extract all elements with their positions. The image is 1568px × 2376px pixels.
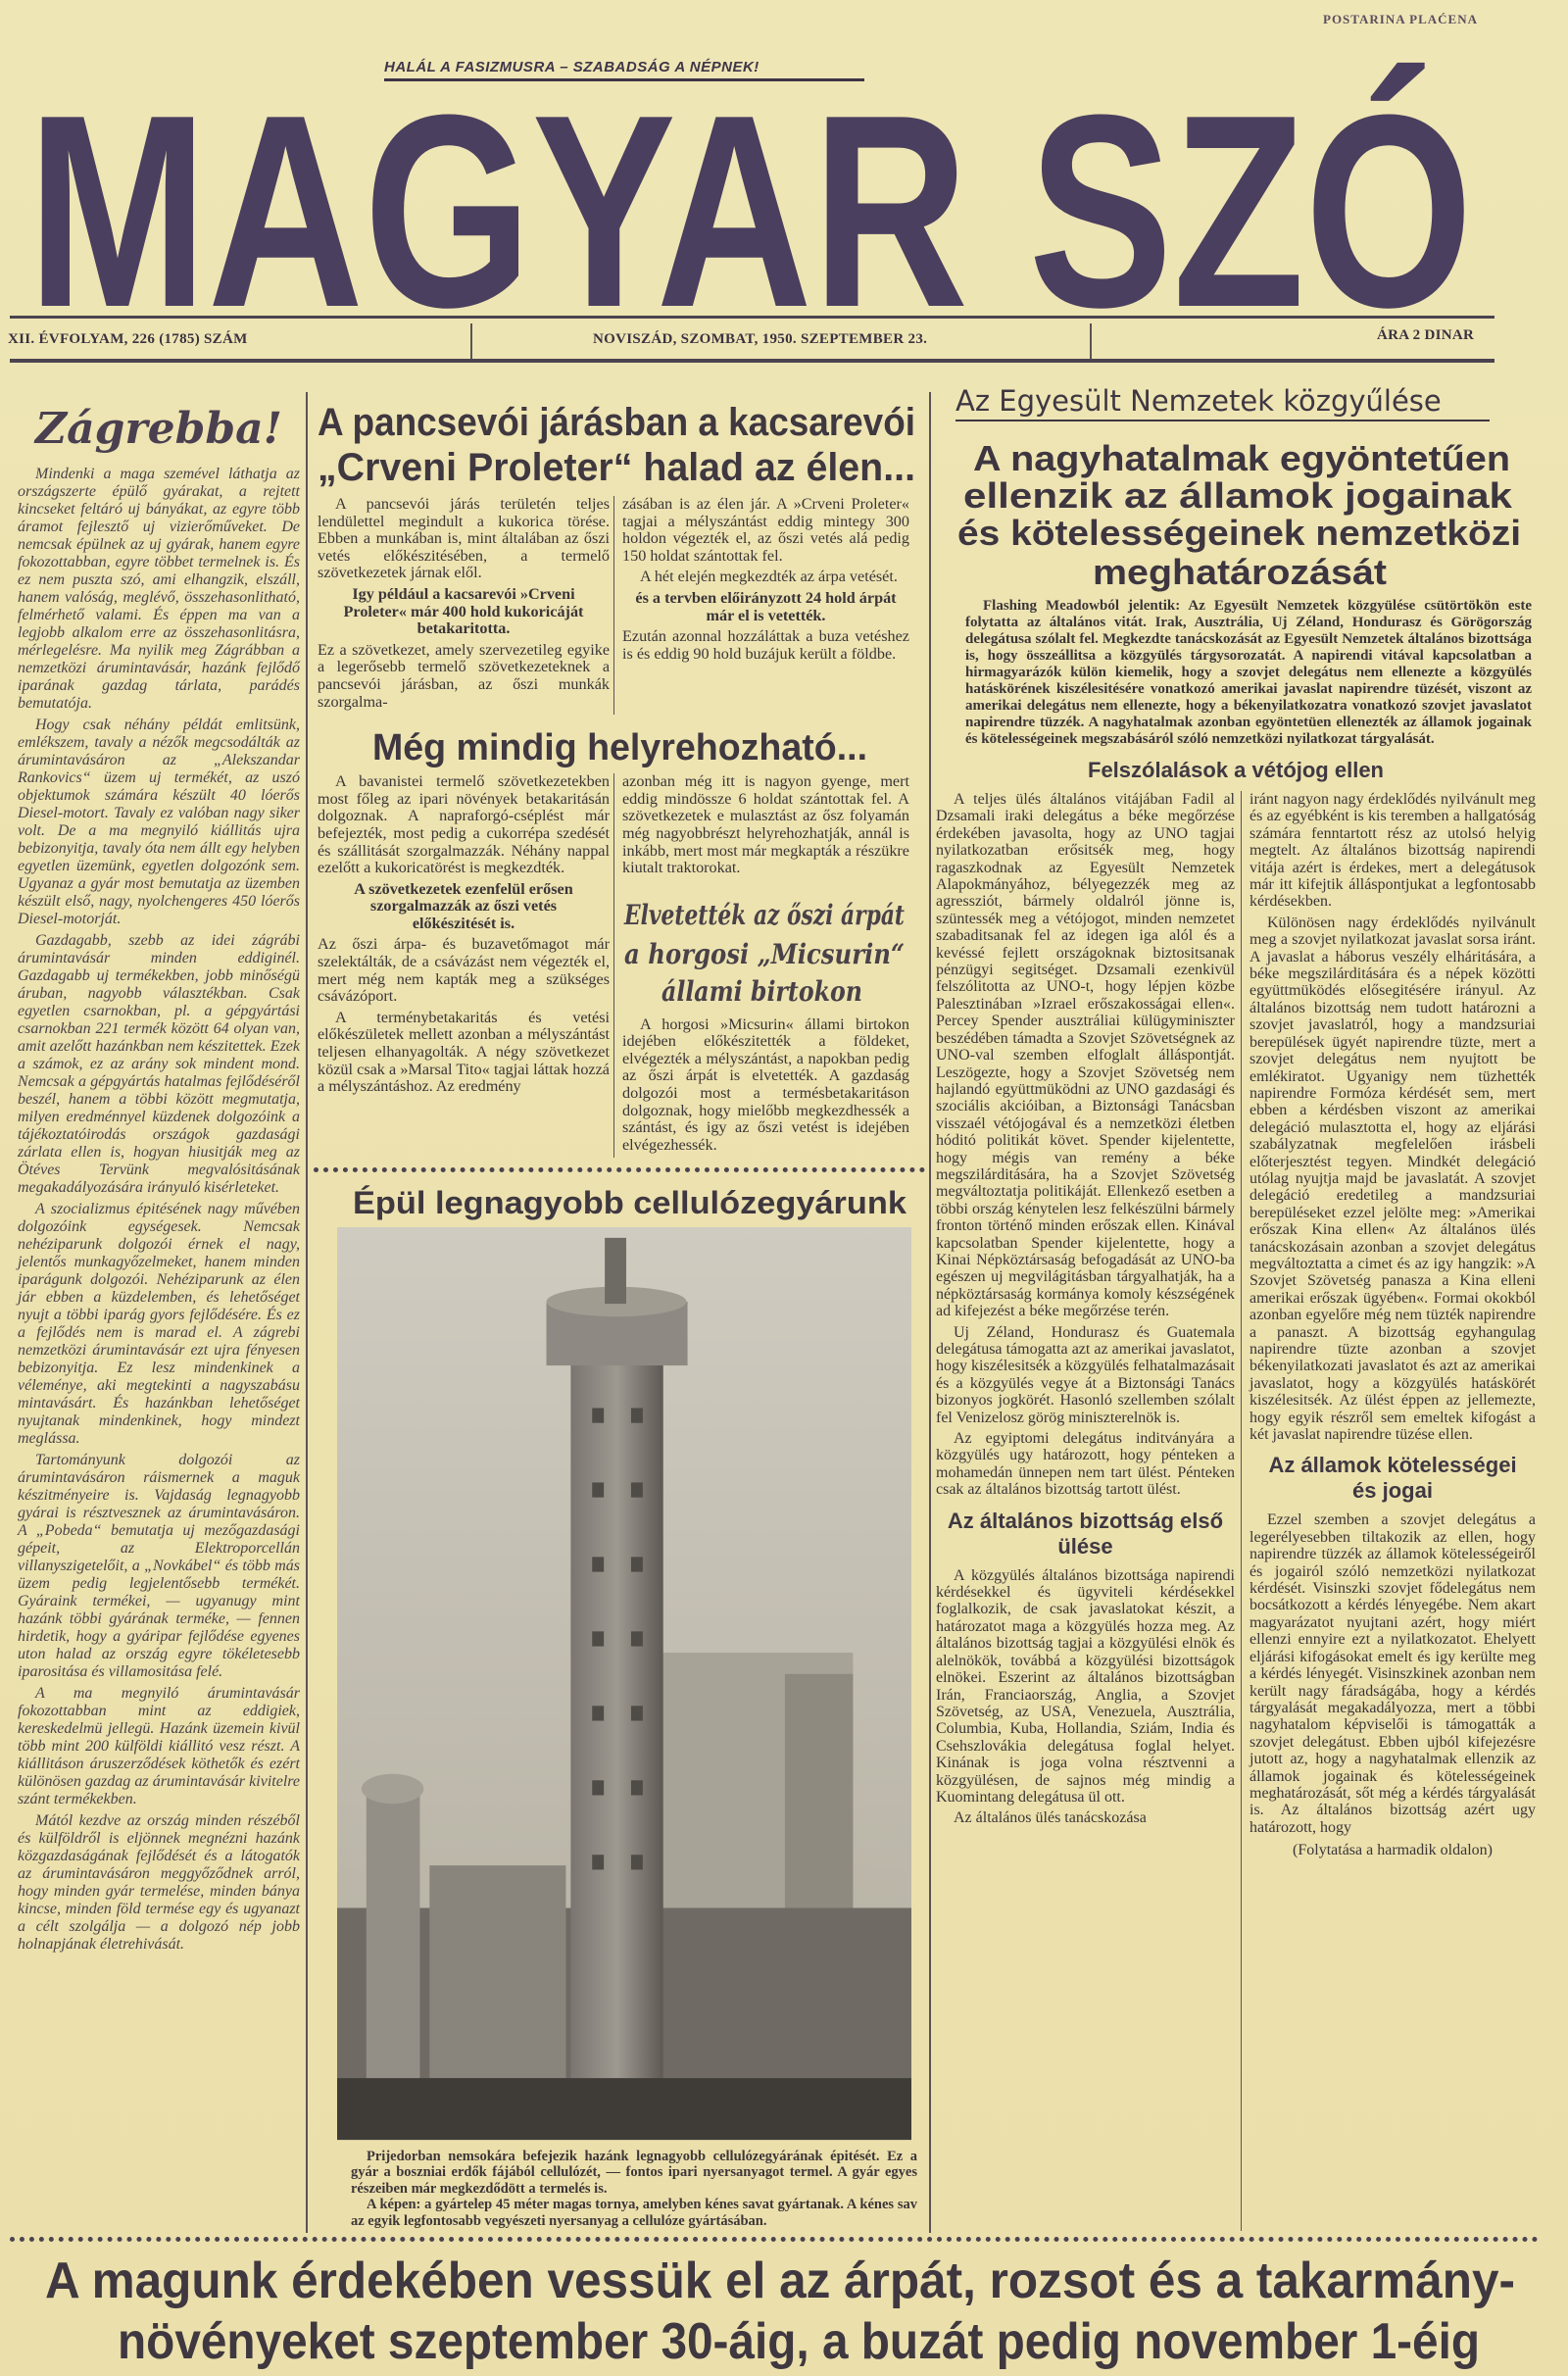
masthead-rule-top <box>10 316 1494 319</box>
headline-line: és kötelességeinek nemzetközi <box>957 513 1521 553</box>
article1-headline <box>314 396 921 489</box>
article-paragraph: A bavanistei termelő szövetkezetekben most főleg az ipari növények betakaritásán dolgoznak. A napraforgó-cséplést már befejezték, most pedig a cukorrépa szedését és szállitását szorgalmazzák. Néhány nappal ezelőtt a kukoricatörést is megkezdték. <box>318 772 610 877</box>
headline-line: meghatározását <box>1093 552 1387 592</box>
article-paragraph: Uj Zéland, Hondurasz és Guatemala delegátusa támogatta azt az amerikai javaslatot, hogy kiszélesitsék a közgyülés felhatalmazásait és a közgyülés vegye át a Biztonsági Tanács bizonyos jogkörét. Hasonló szellemben szólalt fel Venizelosz görög miniszterelnök is. <box>936 1323 1235 1426</box>
article-paragraph: A közgyülés általános bizottsága napirendi kérdésekkel és ügyviteli kérdésekkel foglalkozik, de csak javaslatokat készit, a határozatot maga a közgyülés hozza meg. Az általános bizottság tagjai a közgyülési elnök és alelnökök, továbbá a közgyülési bizottságok elnökei. Eszerint az általános bizottságban Irán, Franciaország, Anglia, a Szovjet Szövetség, az USA, Venezuela, Ausztrália, Columbia, Kuba, Hollandia, Sziám, India és Csehszlovákia delegátusa foglal helyet. Kinának is joga volna résztvenni a közgyülésen, de sajnos még mindig a Kuomintang delegátusa ül ott. <box>936 1566 1235 1806</box>
article-paragraph: azonban még itt is nagyon gyenge, mert eddig mindössze 6 holdat szántottak fel. A szövetkezetek e mulasztást az ősz folyamán még nagyobbrészt helyrehozhatják, annál is inkább, mert most már megkapták a részükre kiutalt traktorokat. <box>622 772 909 877</box>
article-paragraph: Az egyiptomi delegátus inditványára a közgyülés ugy határozott, hogy pénteken a mohamedán ünnepen nem tart ülést. Pénteken csak az általános bizottság tartott ülést. <box>936 1430 1235 1499</box>
column-rule <box>306 392 308 2233</box>
newspaper-name: MAGYAR SZÓ <box>27 59 1473 365</box>
caption-paragraph: Prijedorban nemsokára befejezik hazánk legnagyobb cellulózegyárának épitését. Ez a gyár a boszniai erdők fájából cellulózét, — fontos ipari nyersanyagot termel. A gyár egyes részeiben már megkezdődött a termelés is. <box>351 2148 917 2197</box>
article-paragraph: A terménybetakaritás és vetési előkészületek mellett azonban a mélyszántást teljesen elhanyagolták. A négy szövetkezet közül csak a »Marsal Tito« tagjai láttak hozzá a mélyszántáshoz. Az eredmény <box>318 1008 610 1096</box>
masthead-rule-bottom <box>10 359 1494 363</box>
dateline: NOVISZÁD, SZOMBAT, 1950. SZEPTEMBER 23. <box>593 331 928 347</box>
banner-line: A magunk érdekében vessük el az árpát, rozsot és a takarmány- <box>45 2252 1515 2309</box>
article-paragraph: iránt nagyon nagy érdeklődés nyilvánult meg és az egyébként is kis teremben a hallgatóság számára fenntartott rész az utolsó helyig megtelt. Az általános bizottság napirendi vitája azért is érdekes, mert a delegátusok már itt kifejtik álláspontjukat a legfontosabb kérdésekben. <box>1250 791 1536 911</box>
article-paragraph: A horgosi »Micsurin« állami birtokon idejében előkészitették a földeket, elvégezték a mélyszántást, a napokban pedig az őszi árpát is elvetették. A gazdaság dolgozói most a termésbetakaritáson dolgoznak, hogy mielőbb megkezdhessék a szántást, és igy az őszi vetést is idejében elvégezhessék. <box>622 1015 909 1154</box>
subhead-states-duties <box>1250 1453 1536 1504</box>
subhead-veto: Felszólalások a vétójog ellen <box>1088 758 1384 782</box>
section-rule <box>314 1167 925 1172</box>
headline-line: ellenzik az államok jogainak <box>963 475 1514 516</box>
article-paragraph: A teljes ülés általános vitájában Fadil al Dzsamali iraki delegátus a béke megőrzése érdekében javasolta, hogy az UNO tagjai nyilatkozatban erősitsék meg, hogy ragaszkodnak az Egyesült Nemzetek Alapokmányához, bélyegezzék meg az agressziót, bármely oldalról jönne is, szüntessék meg a vétójogot, minden nemzetet szabaditsanak fel az idegen iga alól és a kevéssé fejlett országoknak biztositsanak pénzügyi segitséget. Dzsamali ezenkivül felszólitotta az UNO-t, hogy lépjen közbe Palesztinában »Izrael erőszakosságai ellen«. Percey Spender ausztráliai külügyminiszter beszédében támadta a Szovjet Szövetségnek az UNO-val szemben elfoglalt álláspontját. Leszögezte, hogy a Szovjet Szövetség nem hajlandó együttmüködni az UNO gazdasági és szociális akcióiban, a Biztonsági Tanácsban visszaél vétójogával és a nemzetközi életben hóditó politikát követ. Spender kijelentette, hogy mégis van remény a béke megszilárditására, ha a Szovjet Szövetség megváltoztatja politikáját. Ellenkező esetben a többi ország kénytelen lesz felkészülni bármely fronton történő minden erőszak ellen. Kinával kapcsolatban Spender kijelentette, hogy a Kinai Népköztársaság befogadását az UNO-ba egészen uj megvilágitásban tárgyalhatják, ha a népköztársaság kormánya komoly készségének ad kifejezést a béke megőrzése terén. <box>936 791 1235 1320</box>
article-paragraph: Ezzel szemben a szovjet delegátus a legerélyesebben tiltakozik az ellen, hogy napirendre tüzzék az államok kötelességeiről és jogairól szóló nemzetközi nyilatkozat kérdését. Visinszki szovjet fődelegátus nem bocsátkozott a kérdés lényegébe. Nem akart magyarázatot nyujtani azért, hogy miért ellenzi ennyire ezt a nyilatkozatot. Ehelyett eljárási kifogásokat emelt és igy kerülte meg a kérdés lényegét. Visinszkinek azonban nem került nagy fáradságába, hogy a kérdés tárgyalását megakadályozza, mert a többi nagyhatalom képviselői is támogatták a szovjet delegátust. Ebben ujból kifejezésre jutott az, hogy a nagyhatalmak ellenzik az államok jogainak és kötelességeinek meghatározását, sőt még a kérdés tárgyalását is. Az általános bizottság azért ugy határozott, hogy <box>1250 1511 1536 1836</box>
article3-headline <box>622 893 906 1009</box>
article1-body <box>314 496 925 715</box>
article-paragraph: Az általános ülés tanácskozása <box>954 1809 1147 1827</box>
editorial-paragraph: A ma megnyiló árumintavásár fokozottabban mint az eddigiek, kereskedelmü jellegü. Hazánk üzemein kivül több mint 200 külföldi kiállitó vesz részt. A kiállitáson áruszerződések köthetők és ezért különösen gazdag az árumintavásár kivitelre szánt termékekben. <box>18 1685 300 1807</box>
banner-rule <box>10 2237 1539 2242</box>
article-paragraph: Különösen nagy érdeklődés nyilvánult meg a szovjet nyilatkozat javaslat sorsa iránt. A javaslat a háborus veszély elháritására, a béke megszilárditására és a népek közötti együttmüködés elősegitésére irányul. Az általános bizottság nem tudott határozni a szovjet javaslatról, hogy a mandzsuriai berepülések ügyét napirendre tüzte, mert a szovjet delegátus nem nyujtott be emlékiratot. Ugyanigy nem tüzhették napirendre Formóza kérdését sem, mert ebben a kérdésben viszont az amerikai delegáció mulasztotta el, hogy az eljárási szabályzatnak megfelelően irásbeli előterjesztést tegyen. Mindkét delegáció utólag nyujtja majd be javaslatát. A szovjet delegáció eredetileg a mandzsuriai berepüléseket ezzel jelölte meg: »Amerikai erőszak Kina ellen« Az általános ülés tanácskozásain azonban a szovjet delegátus megváltoztatta a cimet és az igy hangzik: »A Szovjet Szövetség panasza a Kina elleni amerikai erőszak ügyében«. Formai okokból azonban egyelőre még nem tüzték napirendre a panaszt. A bizottság egyhangulag napirendre tüzte azonban a szovjet békenyilatkozati javaslatot és azt az amerikai javaslatot, hogy a közgyülés hatáskörét kiszélesitsék. Az ülést éppen az jellemezte, hogy egyik részről sem emeltek kifogást a két javaslat napirendre tüzése ellen. <box>1250 914 1536 1444</box>
masthead-divider <box>1090 323 1092 359</box>
editorial-paragraph: Gazdagabb, szebb az idei zágrábi árumintavásár minden eddiginél. Gazdagabb uj termékekben, jobb minőségü áruban, nagyobb választékban. Csak egyetlen csarnokban, pl. a gépgyártási csarnokban 221 termék között 64 olyan van, amit azelőtt hazánkban nem készitettek. Ezek a számok, ez az arány sok mindent mond. Nemcsak a gépgyártás hatalmas fejlődéséről beszél, hanem a többi között megmutatja, milyen eredménnyel küzdenek dolgozóink a tájékoztatóirodás országok gazdasági zárlata ellen is, hogyan hiusitják meg az Ötéves Tervünk megvalósitásának megakadályozására irányuló kisérleteket. <box>18 932 300 1196</box>
article2-body <box>314 773 925 1158</box>
article-paragraph: zásában is az élen jár. A »Crveni Proleter« tagjai a mélyszántást eddig mintegy 300 holdon végezték el, az őszi vetés alá pedig 150 holdat szántottak fel. <box>622 495 909 565</box>
editorial-paragraph: A szocializmus épitésének nagy művében dolgozóink egységesek. Nemcsak nehéziparunk dolgozói érnek el nagy, jelentős munkagyőzelmeket, hanem minden iparágunk dolgozói. Nehéziparunk az élen jár ebben a küzdelemben, és lehetőséget nyujt a többi iparág gyors fejlődésére. És ez a fejlődés nem is marad el. A zágrebi nemzetközi árumintavásár ezt ujra fényesen bebizonyitja. Ez lesz mindenkinek a véleménye, aki megtekinti a nagyszabásu mintavásárt. És hazánkban lehetőséget nyujtanak mindenkinek, hogy mindezt meglássa. <box>18 1201 300 1447</box>
headline-line: a horgosi „Micsurin“ <box>624 937 905 970</box>
article2-headline <box>370 722 870 767</box>
article-paragraph: Ezután azonnal hozzáláttak a buza vetéshez is és eddig 90 hold buzájuk került a földbe. <box>622 627 909 663</box>
price: ÁRA 2 DINAR <box>1377 327 1475 343</box>
headline-line: A nagyhatalmak egyöntetűen <box>973 438 1510 478</box>
un-lead <box>965 598 1532 748</box>
article-highlight: és a tervben előirányzott 24 hold árpát már el is vetették. <box>635 588 897 624</box>
masthead-divider <box>470 323 472 359</box>
un-headline <box>956 437 1529 592</box>
un-column-b <box>1241 791 1536 2231</box>
column-rule <box>929 392 931 2233</box>
editorial-paragraph: Hogy csak néhány példát emlitsünk, emlékszem, tavaly a nézők megcsodálták az árumintavásáron az „Alekszandar Rankovics“ üzem uj termékét, az uszó objektumok számára készült 40 lóerős Diesel-motort. Tavaly ez valóban nagy siker volt. De a ma megnyiló kiállitás ujra bebizonyitja, tavaly óta nem állt egy helyben egyetlen üzemünk, egyetlen dolgozónk sem. Ugyanaz a gyár most bemutatja az üzemben készült első, nagy, nyolchengeres 450 lóerős Diesel-motorját. <box>18 717 300 927</box>
un-columns <box>936 791 1536 2231</box>
headline-line: állami birtokon <box>662 974 862 1008</box>
headline-line: Elvetették az őszi árpát <box>623 898 906 931</box>
postage-paid-stamp: POSTARINA PLAĆENA <box>1323 12 1478 26</box>
editorial-title: Zágrebba! <box>35 404 282 454</box>
caption-paragraph: A képen: a gyártelep 45 méter magas tornya, amelyben kénes savat gyártanak. A kénes sav az egyik legfontosabb vegyészeti nyersanyag a cellulóze gyártásában. <box>351 2197 917 2229</box>
continued-note: (Folytatása a harmadik oldalon) <box>1293 1842 1493 1859</box>
section-kicker: Az Egyesült Nemzetek közgyűlése <box>956 384 1490 421</box>
bottom-banner <box>39 2249 1529 2371</box>
article-paragraph: A pancsevói járás területén teljes lendülettel megindult a kukorica törése. Ebben a munkában is, mint általában az őszi vetés előkészitésében, a termelő szövetkezetek járnak elől. <box>318 495 610 582</box>
headline-line: Épül legnagyobb cellulózegyárunk <box>353 1185 907 1221</box>
masthead-slogan: HALÁL A FASIZMUSRA – SZABADSÁG A NÉPNEK! <box>384 59 864 81</box>
editorial-paragraph: Mától kezdve az ország minden részéből és külföldről is eljönnek megnézni hazánk közgazdaságának fejlődését és a látogatók az árumintavásáron meggyőződnek arról, hogy minden gyár termelése, minden bánya kincse, minden föld termése egy és ugyanazt a célt szolgálja — a dolgozó nép jobb holnapjának életrehivását. <box>18 1812 300 1953</box>
factory-tower-photo <box>337 1227 911 2140</box>
factory-tower-image <box>337 1227 911 2140</box>
headline-line: „Crveni Proleter“ halad az élen... <box>318 446 915 489</box>
photo-headline <box>351 1180 909 1223</box>
middle-column <box>314 396 925 2229</box>
subhead-line: és jogai <box>1352 1478 1433 1504</box>
issue-number: XII. ÉVFOLYAM, 226 (1785) SZÁM <box>8 331 248 347</box>
subhead-line: Az államok kötelességei <box>1268 1453 1517 1478</box>
headline-line: A pancsevói járásban a kacsarevói <box>318 401 915 444</box>
photo-caption <box>351 2149 917 2230</box>
banner-line: növényeket szeptember 30-áig, a buzát pedig november 1-éig <box>118 2313 1480 2370</box>
un-column-a <box>936 791 1241 2231</box>
article-paragraph: Ez a szövetkezet, amely szervezetileg egyike a legerősebb termelő szövetkezeteknek a pancsevói járásban, az őszi munkák szorgalma- <box>318 640 610 711</box>
article-paragraph: Az őszi árpa- és buzavetőmagot már szelektálták, de a csávázást nem végezték el, mert még nem kapták meg a szükséges csávázóport. <box>318 935 610 1006</box>
editorial-paragraph: Tartományunk dolgozói az árumintavásáron ráismernek a maguk készitményeire is. Vajdaság legnagyobb gyárai is résztvesznek az árumintavásáron. A „Pobeda“ bemutatja uj mezőgazdasági gépeit, az Elektroporcellán villanyszigetelőit, a „Novkábel“ és több más üzem pedig legjelentősebb termékét. Gyáraink termékei, — ugyanugy mint hazánk többi gyárának terméke, — fennen hirdetik, hogy a gyáripar fejlődése egyenes uton halad az ország egyre tökéletesebb iparositása és villamositása felé. <box>18 1452 300 1680</box>
headline-line: Még mindig helyrehozható... <box>372 727 867 769</box>
article-highlight: Igy például a kacsarevói »Crveni Proleter« már 400 hold kukoricáját betakaritotta. <box>343 584 584 638</box>
editorial-column <box>18 392 300 1957</box>
subhead-general-committee: Az általános bizottság első ülése <box>947 1508 1224 1559</box>
un-report <box>936 384 1536 2231</box>
lead-paragraph: Flashing Meadowból jelentik: Az Egyesült Nemzetek közgyülése csütörtökön este folytatta az általános vitát. Irak, Ausztrália, Uj Zéland, Hondurasz és Görögország delegátusa szólalt fel. Megkezdte tanácskozását az Egyesült Nemzetek általános bizottsága is, hogy összeállitsa a közgyülés tárgysorozatát. A napirendi vitával kapcsolatban a hirmagyarázók külön kiemelik, hogy a szovjet delegátus nem ellenezte a közgyülés hatáskörének kiszélesitésére vonatkozó amerikai javaslat napirendre tüzését, viszont az amerikai delegátus nem ellenezte, hogy a békenyilatkozatra vonatkozó szovjet javaslatot napirendre tüzzék. A nagyhatalmak azonban egyöntetüen ellenezték az államok jogainak és kötelességeinek megszabásáról szóló nemzetközi nyilatkozat tárgyalását. <box>965 598 1532 747</box>
article-paragraph: A hét elején megkezdték az árpa vetését. <box>640 568 898 586</box>
article-highlight: A szövetkezetek ezenfelül erősen szorgalmazzák az őszi vetés előkészitését is. <box>354 879 573 932</box>
editorial-paragraph: Mindenki a maga szemével láthatja az országszerte épülő gyárakat, a rejtett kincseket feltáró uj bányákat, az egyre több áramot fejlesztő uj vizierőműveket. De nemcsak épülnek az uj gyárak, hanem egyre fokozottabban, egyre többet termelnek is. És ez nem puszta szó, ami elhangzik, elszáll, hanem valóság, meglévő, összehasonlitható, felmérhető valami. És éppen ma van a legjobb alkalom erre az összehasonlitásra, mérlegelésre. Ma nyilik meg Zágrábban a nemzetközi árumintavásár, hazánk fejlődő iparának gazdag tárlata, parádés bemutatója. <box>18 466 300 712</box>
